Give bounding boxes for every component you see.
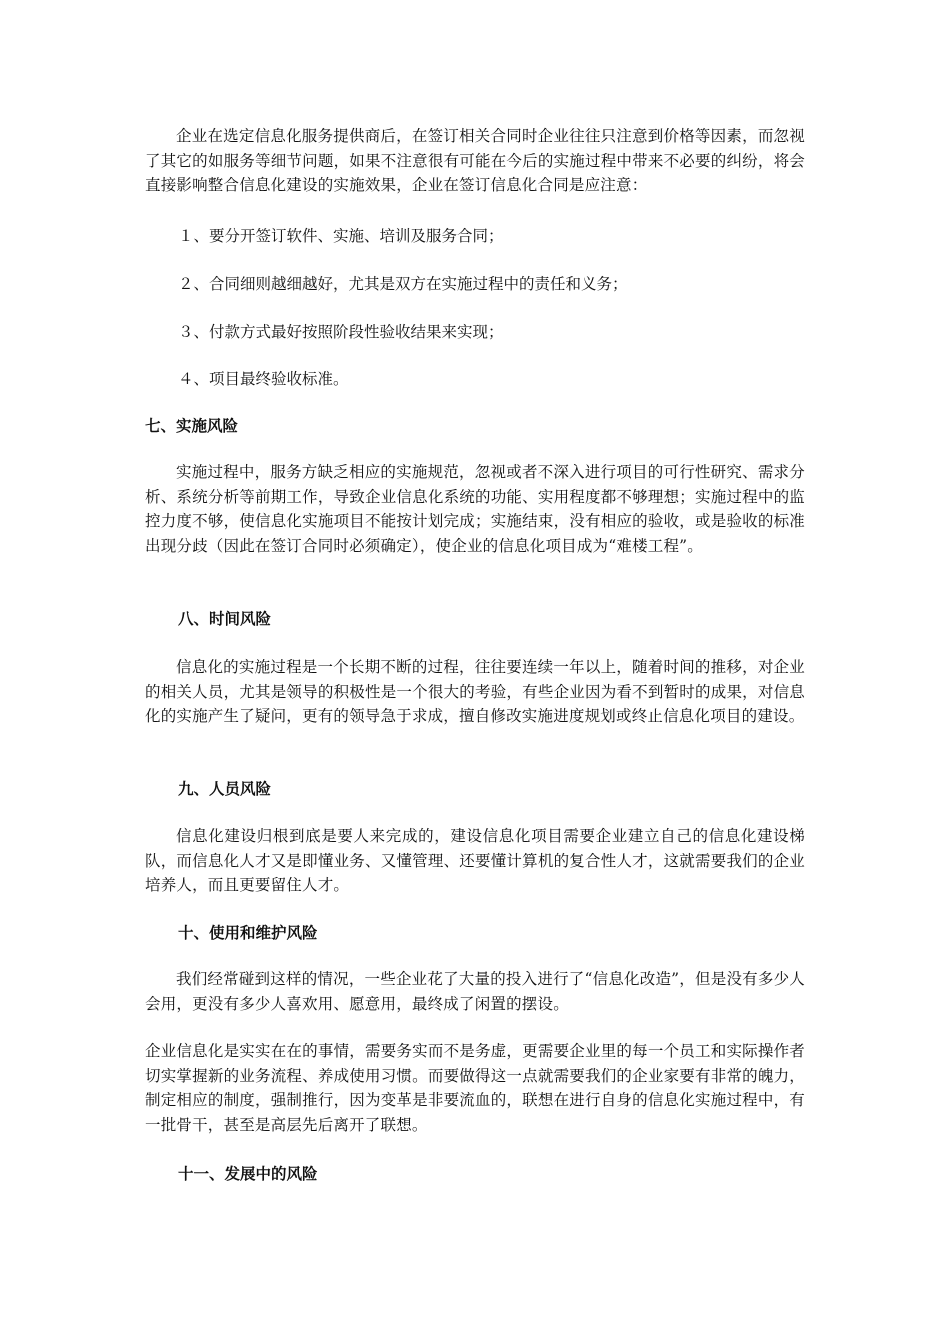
list-item-2: ２、合同细则越细越好，尤其是双方在实施过程中的责任和义务；	[178, 275, 628, 293]
section-heading-11: 十一、发展中的风险	[178, 1164, 318, 1183]
section-heading-7: 七、实施风险	[145, 416, 239, 435]
section-heading-8: 八、时间风险	[178, 609, 272, 628]
intro-paragraph: 企业在选定信息化服务提供商后，在签订相关合同时企业往往只注意到价格等因素，而忽视了其它的如服务等细节问题，如果不注意很有可能在今后的实施过程中带来不必要的纠纷，将会直接影响整合信息化建设的实施效果，企业在签订信息化合同是应注意：	[145, 127, 805, 195]
section-body-8: 信息化的实施过程是一个长期不断的过程，往往要连续一年以上，随着时间的推移，对企业的相关人员，尤其是领导的积极性是一个很大的考验，有些企业因为看不到暂时的成果，对信息化的实施产生了疑问，更有的领导急于求成，擅自修改实施进度规划或终止信息化项目的建设。	[145, 658, 805, 726]
section-body-10: 我们经常碰到这样的情况，一些企业花了大量的投入进行了“信息化改造”，但是没有多少人会用，更没有多少人喜欢用、愿意用，最终成了闲置的摆设。	[145, 970, 805, 1013]
list-item-3: ３、付款方式最好按照阶段性验收结果来实现；	[178, 323, 504, 341]
section-heading-10: 十、使用和维护风险	[178, 923, 318, 942]
section-body-10b: 企业信息化是实实在在的事情，需要务实而不是务虚，更需要企业里的每一个员工和实际操作者切实掌握新的业务流程、养成使用习惯。而要做得这一点就需要我们的企业家要有非常的魄力，制定相应的制度，强制推行，因为变革是非要流血的，联想在进行自身的信息化实施过程中，有一批骨干，甚至是高层先后离开了联想。	[145, 1042, 805, 1134]
list-item-4: ４、项目最终验收标准。	[178, 370, 349, 388]
list-item-1: １、要分开签订软件、实施、培训及服务合同；	[178, 227, 504, 245]
section-body-9: 信息化建设归根到底是要人来完成的，建设信息化项目需要企业建立自己的信息化建设梯队，而信息化人才又是即懂业务、又懂管理、还要懂计算机的复合性人才，这就需要我们的企业培养人，而且更要留住人才。	[145, 827, 805, 895]
section-heading-9: 九、人员风险	[178, 779, 272, 798]
section-body-7: 实施过程中，服务方缺乏相应的实施规范，忽视或者不深入进行项目的可行性研究、需求分析、系统分析等前期工作，导致企业信息化系统的功能、实用程度都不够理想；实施过程中的监控力度不够，使信息化实施项目不能按计划完成；实施结束，没有相应的验收，或是验收的标准出现分歧（因此在签订合同时必须确定），使企业的信息化项目成为“难楼工程”。	[145, 463, 805, 555]
